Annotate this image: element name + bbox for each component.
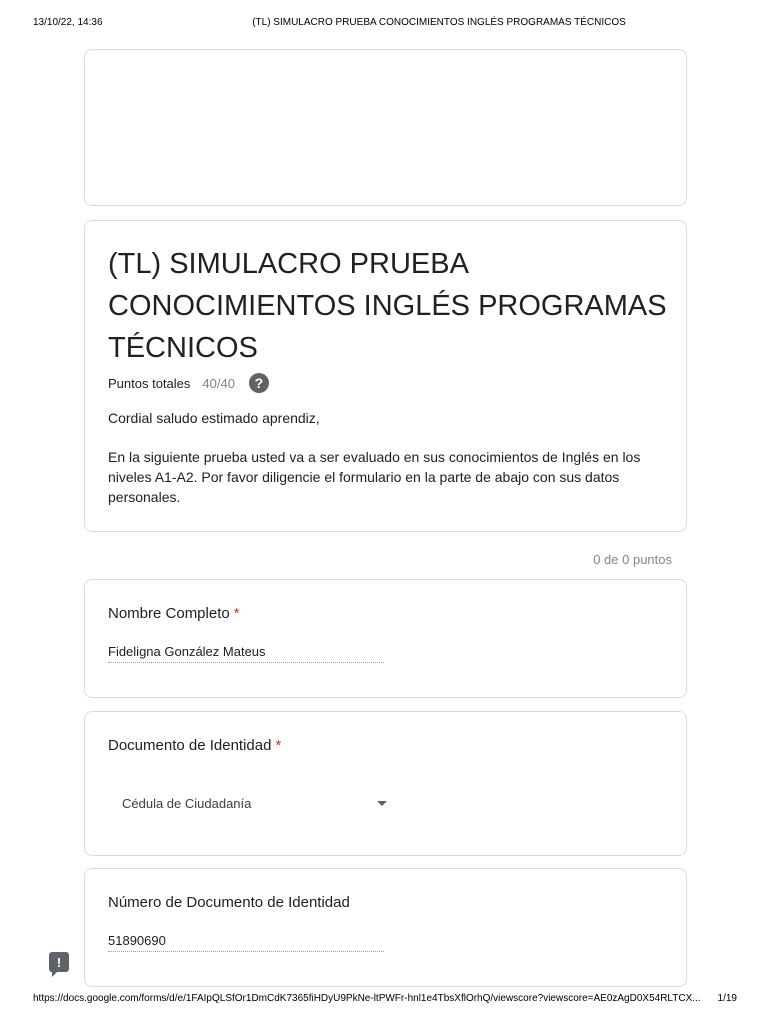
required-mark: *	[275, 737, 282, 754]
print-footer	[0, 993, 768, 1007]
form-header-card	[84, 220, 687, 532]
question-card-full-name	[84, 579, 687, 698]
print-header	[0, 17, 768, 31]
section-score: 0 de 0 puntos	[593, 552, 672, 567]
dropdown-arrow-icon	[377, 801, 387, 806]
id-number-answer[interactable]: 51890690	[108, 933, 384, 952]
question-title	[108, 737, 281, 754]
report-problem-icon[interactable]: !	[49, 952, 69, 972]
total-points	[108, 372, 269, 394]
print-page-number: 1/19	[717, 993, 737, 1004]
form-greeting: Cordial saludo estimado aprendiz,	[108, 410, 320, 426]
id-type-selected-value: Cédula de Ciudadanía	[122, 796, 252, 811]
print-title: (TL) SIMULACRO PRUEBA CONOCIMIENTOS INGLÉS PROGRAMAS TÉCNICOS	[252, 17, 626, 28]
print-url: https://docs.google.com/forms/d/e/1FAIpQLSfOr1DmCdK7365fiHDyU9PkNe-ltPWFr-hnl1e4TbsXflOrhQ/viewscore?viewscore=AE0zAgD0X54RLTCX...	[33, 993, 701, 1004]
form-title: (TL) SIMULACRO PRUEBA CONOCIMIENTOS INGLÉS PROGRAMAS TÉCNICOS	[108, 248, 667, 364]
form-banner	[84, 49, 687, 206]
question-card-id-number	[84, 868, 687, 987]
question-label: Nombre Completo	[108, 605, 230, 622]
question-title	[108, 894, 350, 911]
required-mark: *	[233, 605, 240, 622]
points-value: 40/40	[202, 375, 235, 391]
points-label: Puntos totales	[108, 375, 191, 391]
question-label: Número de Documento de Identidad	[108, 894, 350, 911]
print-date: 13/10/22, 14:36	[33, 17, 103, 28]
id-type-select[interactable]	[122, 796, 387, 811]
help-circle-icon[interactable]: ?	[249, 373, 269, 393]
form-description: En la siguiente prueba usted va a ser evaluado en sus conocimientos de Inglés en los niveles A1-A2. Por favor diligencie el formulario en la parte de abajo con sus datos personales.	[108, 449, 641, 505]
full-name-answer[interactable]: Fideligna González Mateus	[108, 644, 384, 663]
question-label: Documento de Identidad	[108, 737, 272, 754]
question-card-id-type	[84, 711, 687, 856]
question-title	[108, 605, 240, 622]
